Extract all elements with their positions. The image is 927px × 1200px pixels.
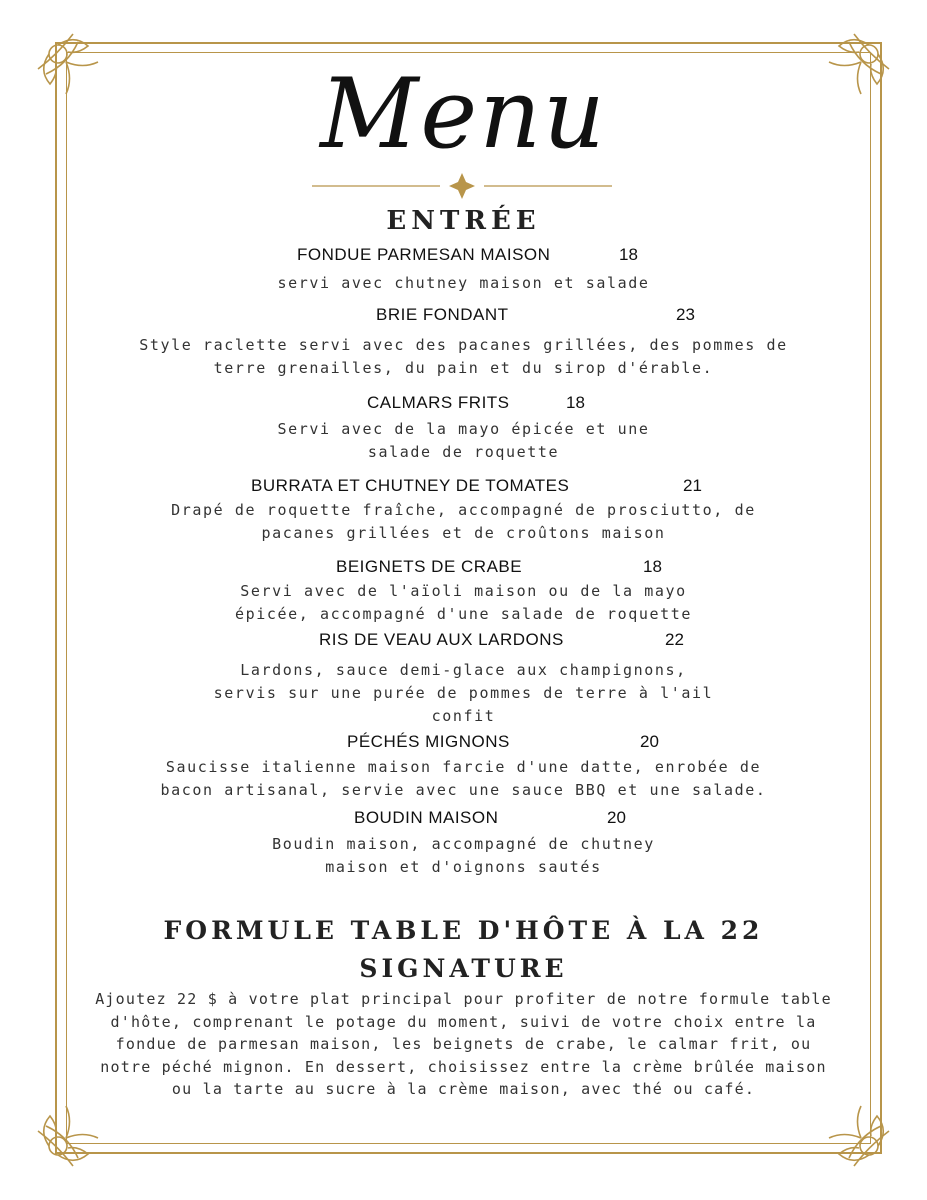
section-title: ENTRÉE	[386, 206, 541, 236]
formule-title: FORMULE TABLE D'HÔTE À LA 22 SIGNATURE	[163, 916, 764, 983]
item-price: 18	[619, 245, 638, 264]
item-name: PÉCHÉS MIGNONS	[347, 732, 510, 751]
item-name: RIS DE VEAU AUX LARDONS	[319, 630, 564, 649]
item-price: 18	[643, 557, 662, 576]
item-price: 20	[607, 808, 626, 827]
item-name: BEIGNETS DE CRABE	[336, 557, 523, 576]
menu-title: Menu	[320, 58, 607, 170]
item-price: 20	[640, 732, 659, 751]
item-description: servi avec chutney maison et salade	[277, 274, 650, 292]
item-name: CALMARS FRITS	[367, 393, 510, 412]
item-description: Style raclette servi avec des pacanes grillées, des pommes de terre grenailles, du pain et du sirop d'érable.	[139, 336, 788, 377]
formule-description: Ajoutez 22 $ à votre plat principal pour profiter de notre formule table d'hôte, comprenant le potage du moment, suivi de votre choix entre la fondue de parmesan maison, les beignets de crabe, le calmar frit, ou notre péché mignon. En dessert, choisissez entre la crème brûlée maison ou la tarte au sucre à la crème maison, avec thé ou café.	[95, 990, 832, 1098]
item-description: Servi avec de la mayo épicée et une salade de roquette	[277, 420, 650, 461]
item-description: Saucisse italienne maison farcie d'une datte, enrobée de bacon artisanal, servie avec une sauce BBQ et une salade.	[160, 758, 767, 799]
star-divider-icon	[312, 170, 612, 200]
item-description: Lardons, sauce demi-glace aux champignons, servis sur une purée de pommes de terre à l'ail confit	[213, 661, 714, 725]
item-description: Servi avec de l'aïoli maison ou de la mayo épicée, accompagné d'une salade de roquette	[234, 582, 693, 623]
item-name: BURRATA ET CHUTNEY DE TOMATES	[251, 476, 570, 495]
item-name: BRIE FONDANT	[376, 305, 509, 324]
item-price: 21	[683, 476, 702, 495]
item-price: 18	[566, 393, 585, 412]
item-price: 23	[676, 305, 695, 324]
item-name: BOUDIN MAISON	[354, 808, 499, 827]
item-name: FONDUE PARMESAN MAISON	[297, 245, 551, 264]
item-price: 22	[665, 630, 684, 649]
item-description: Drapé de roquette fraîche, accompagné de prosciutto, de pacanes grillées et de croûtons maison	[171, 501, 756, 542]
item-description: Boudin maison, accompagné de chutney maison et d'oignons sautés	[272, 835, 655, 876]
